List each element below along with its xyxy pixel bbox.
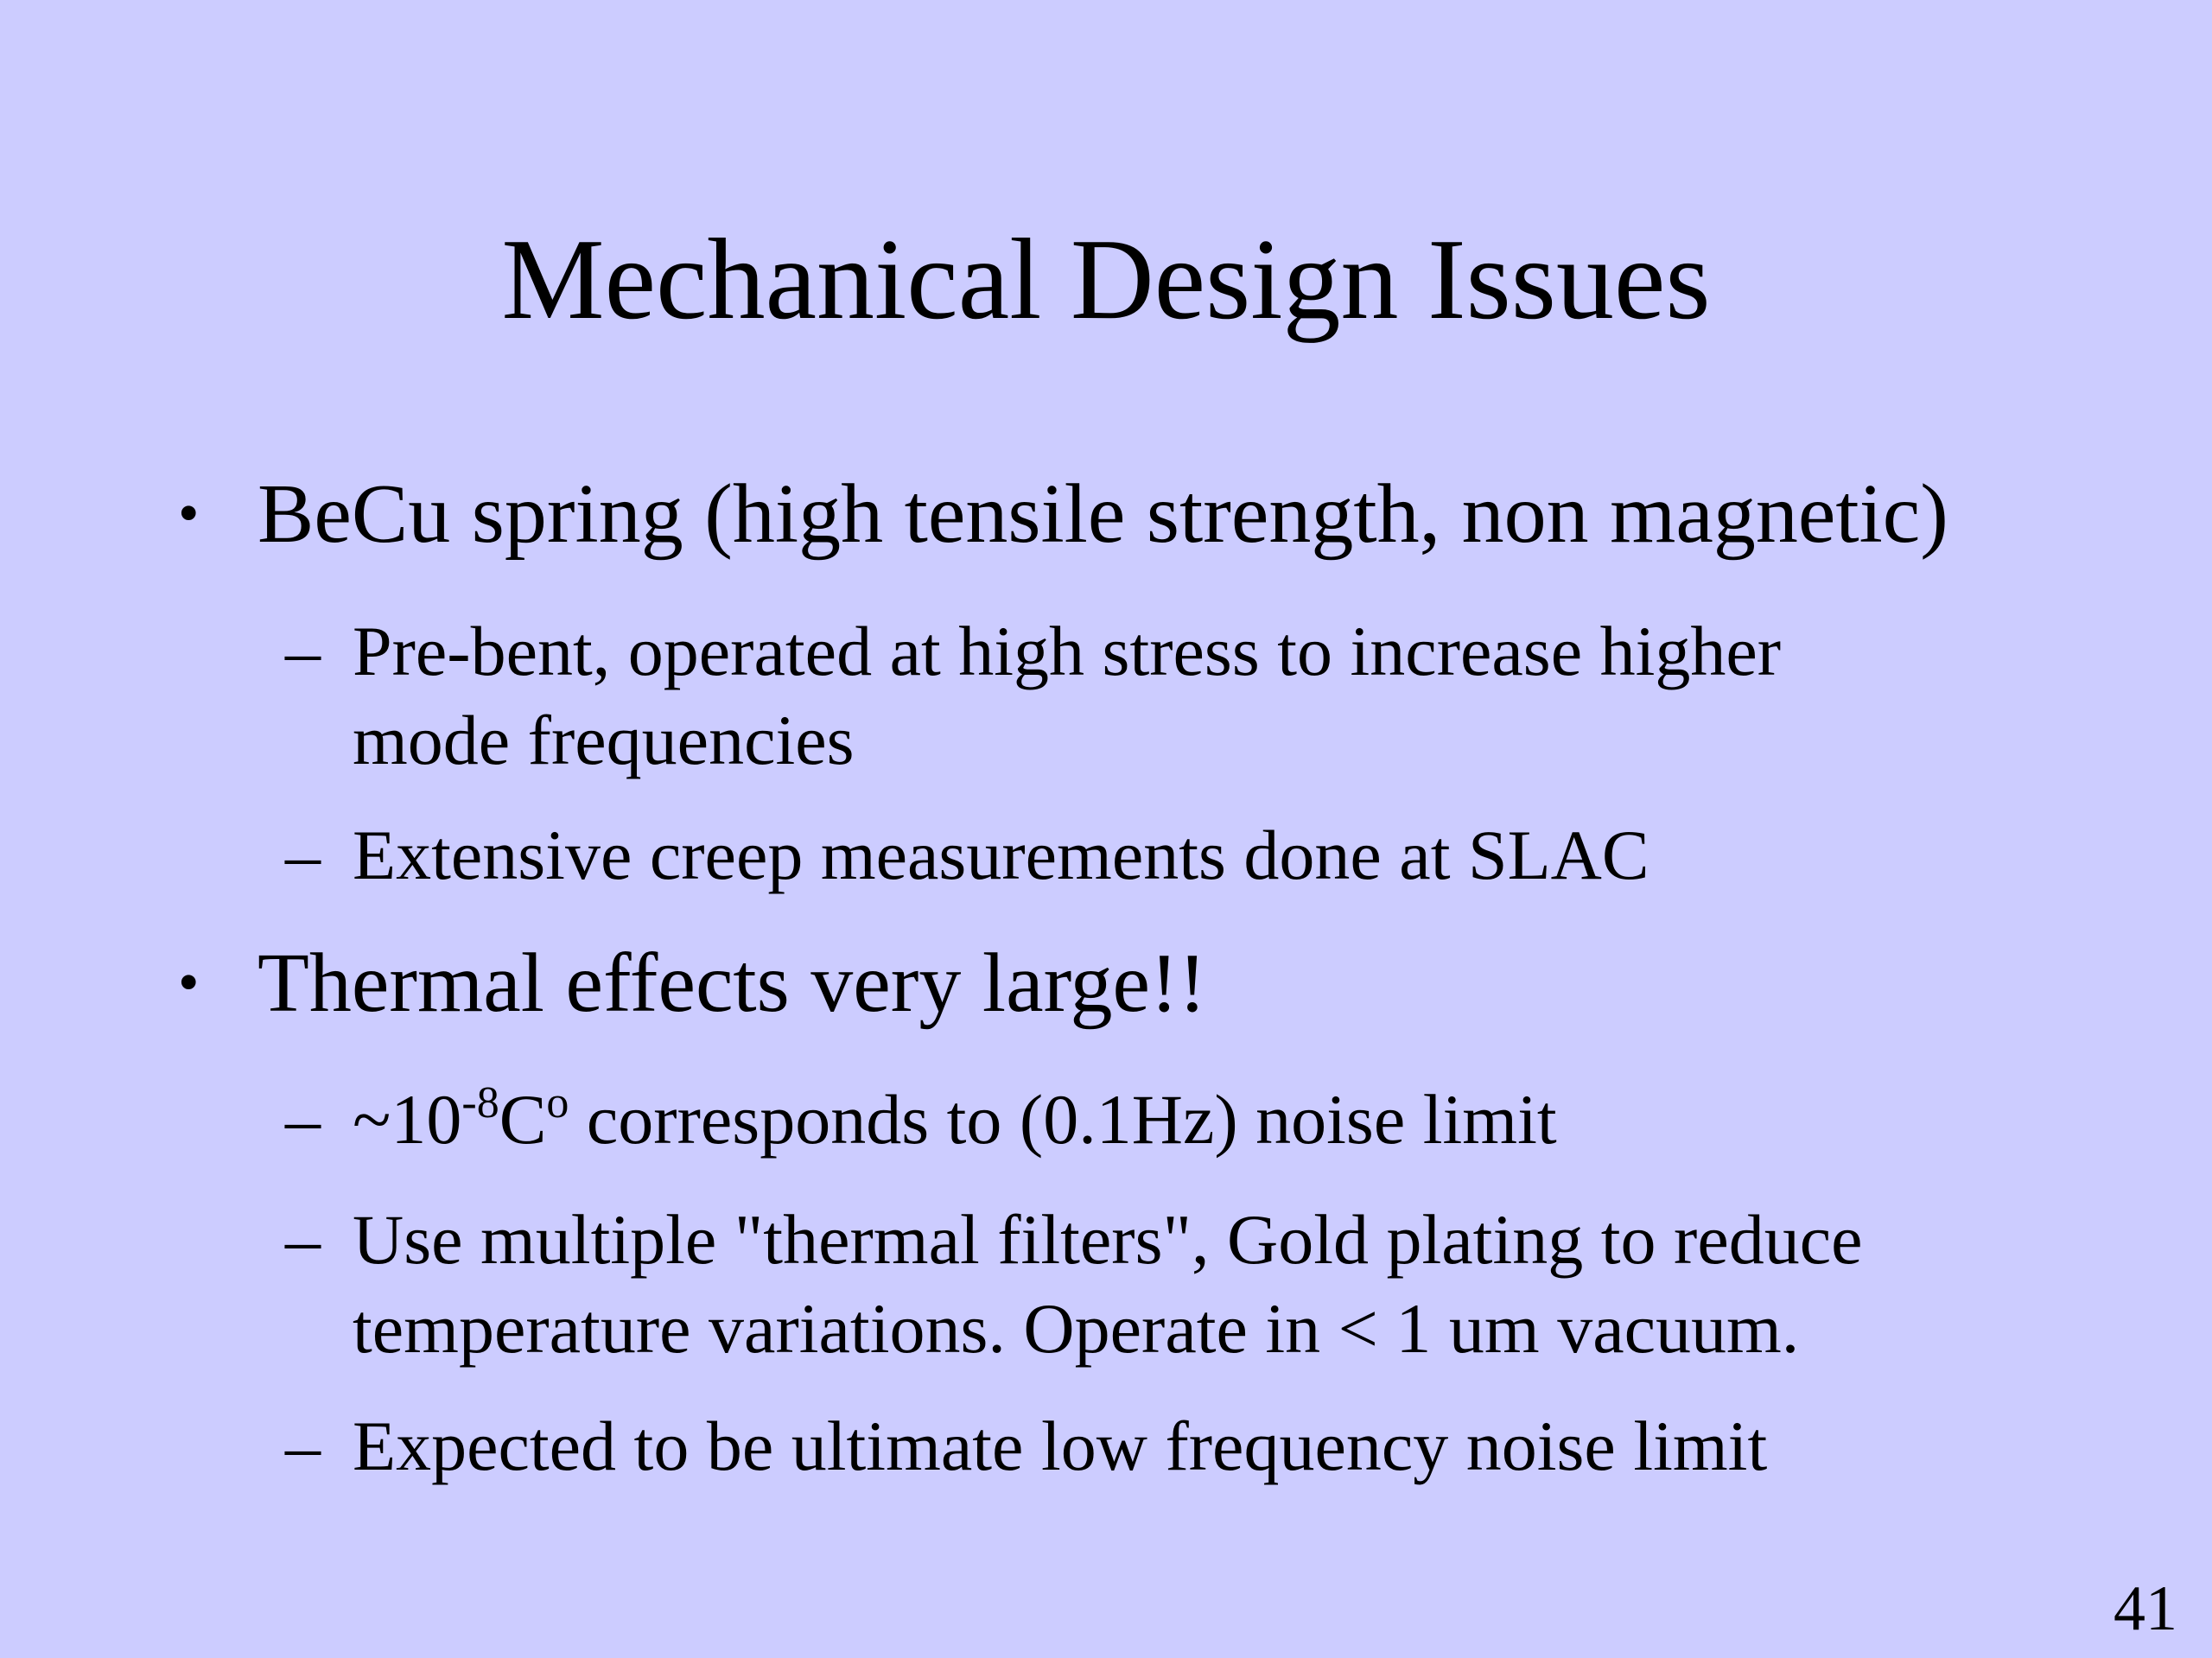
sub-text-line: Expected to be ultimate low frequency noise limit [353,1407,1768,1485]
sub-text-line: Extensive creep measurements done at SLAC [353,816,1649,894]
bullet-text: BeCu spring (high tensile strength, non magnetic) [257,467,1948,561]
slide-title: Mechanical Design Issues [501,215,1711,343]
sub-text-line: temperature variations. Operate in < 1 um vacuum. [353,1289,1800,1368]
sub-marker: – [285,816,321,894]
page-number: 41 [2113,1573,2177,1644]
sub-text-line [353,1075,1557,1164]
bullet-marker: • [178,480,200,547]
sub-marker: – [285,1080,321,1159]
bullet-marker: • [178,950,200,1016]
sub-text-line: mode frequencies [353,701,855,779]
sub-marker: – [285,612,321,690]
temperature-unit: C [499,1080,547,1159]
temperature-rest: corresponds to (0.1Hz) noise limit [569,1080,1557,1159]
bullet-text: Thermal effects very large!! [257,937,1207,1030]
sub-text-line: Use multiple "thermal filters", Gold plating to reduce [353,1200,1863,1279]
sub-marker: – [285,1200,321,1279]
exponent: -8 [461,1078,499,1128]
sub-marker: – [285,1407,321,1485]
sub-text-line: Pre-bent, operated at high stress to increase higher [353,612,1782,690]
temperature-prefix: ~10 [353,1080,462,1159]
degree-superscript: o [546,1078,569,1128]
